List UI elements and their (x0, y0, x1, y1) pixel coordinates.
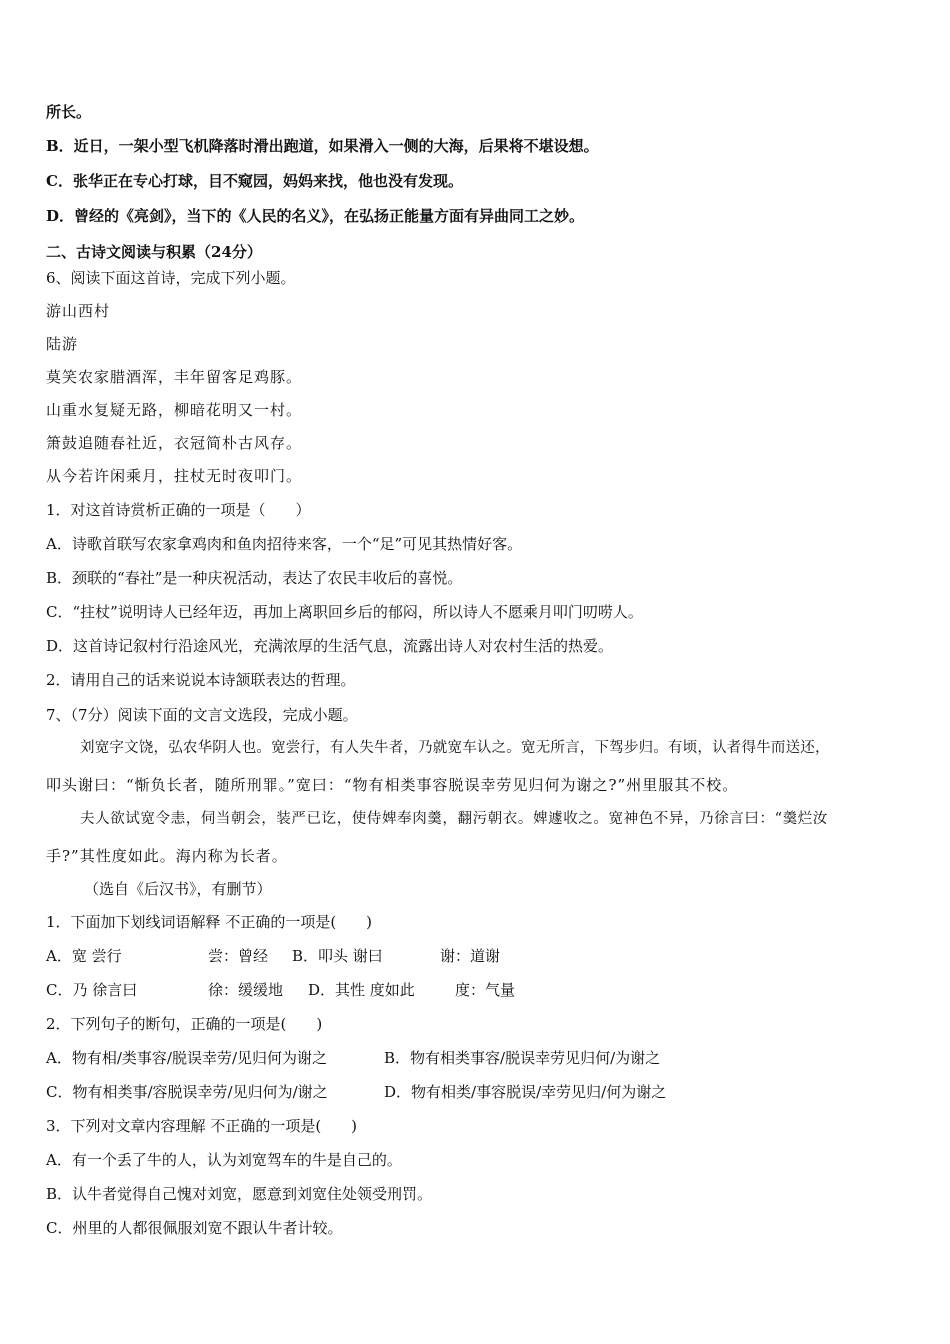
option-a: A．宽 尝行 (46, 947, 122, 965)
option-d: D．物有相类/事容脱误/幸劳见归/何为谢之 (384, 1083, 667, 1101)
option-a: A．诗歌首联写农家拿鸡肉和鱼肉招待来客，一个“足”可见其热情好客。 (46, 535, 523, 553)
option-b-definition: 谢：道谢 (440, 947, 501, 965)
option-a: A．物有相/类事容/脱误幸劳/见归何为谢之 (46, 1049, 327, 1067)
question-7: 7、（7分）阅读下面的文言文选段，完成小题。 (46, 706, 358, 724)
subquestion-1: 1．下面加下划线词语解释 不正确的一项是( ) (46, 913, 373, 931)
subquestion-2: 2．下列句子的断句，正确的一项是( ) (46, 1015, 323, 1033)
question-6: 6、阅读下面这首诗，完成下列小题。 (46, 269, 296, 287)
option-b: B．物有相类事容/脱误幸劳见归何/为谢之 (384, 1049, 661, 1067)
option-c: C．张华正在专心打球，目不窥园，妈妈来找，他也没有发现。 (46, 172, 463, 190)
section-heading: 二、古诗文阅读与积累（24分） (46, 243, 262, 261)
option-b: B．叩头 谢曰 (292, 947, 383, 965)
subquestion-1: 1．对这首诗赏析正确的一项是（ ） (46, 501, 311, 519)
poem-line-2: 山重水复疑无路，柳暗花明又一村。 (46, 401, 303, 419)
poem-line-4: 从今若许闲乘月，拄杖无时夜叩门。 (46, 467, 303, 485)
option-b: B．颈联的“春社”是一种庆祝活动，表达了农民丰收后的喜悦。 (46, 569, 463, 587)
option-c: C．乃 徐言曰 (46, 981, 138, 999)
poem-line-1: 莫笑农家腊酒浑，丰年留客足鸡豚。 (46, 368, 303, 386)
passage-paragraph-2-cont: 手?”其性度如此。海内称为长者。 (46, 847, 288, 865)
option-d: D．其性 度如此 (308, 981, 415, 999)
option-a: A．有一个丢了牛的人，认为刘宽驾车的牛是自己的。 (46, 1151, 402, 1169)
subquestion-3: 3．下列对文章内容理解 不正确的一项是( ) (46, 1117, 358, 1135)
option-c: C．“拄杖”说明诗人已经年迈，再加上离职回乡后的郁闷，所以诗人不愿乘月叩门叨唠人。 (46, 603, 643, 621)
passage-paragraph-2: 夫人欲试宽令恚，伺当朝会，装严已讫，使侍婢奉肉羹，翻污朝衣。婢遽收之。宽神色不异，乃徐言曰：“羹烂汝 (80, 811, 828, 827)
option-d: D．这首诗记叙村行沿途风光，充满浓厚的生活气息，流露出诗人对农村生活的热爱。 (46, 637, 614, 655)
option-d: D．曾经的《亮剑》，当下的《人民的名义》，在弘扬正能量方面有异曲同工之妙。 (46, 207, 585, 225)
option-b: B．认牛者觉得自己愧对刘宽，愿意到刘宽住处领受刑罚。 (46, 1185, 433, 1203)
subquestion-2: 2．请用自己的话来说说本诗颔联表达的哲理。 (46, 671, 356, 689)
option-b: B．近日，一架小型飞机降落时滑出跑道，如果滑入一侧的大海，后果将不堪设想。 (46, 137, 599, 155)
text-line: 所长。 (46, 103, 92, 121)
poem-author: 陆游 (46, 335, 79, 353)
poem-line-3: 箫鼓追随春社近，衣冠简朴古风存。 (46, 434, 303, 452)
passage-source: （选自《后汉书》，有删节） (84, 880, 272, 898)
option-a-definition: 尝：曾经 (208, 947, 269, 965)
option-c: C．州里的人都很佩服刘宽不跟认牛者计较。 (46, 1219, 343, 1237)
option-c-definition: 徐：缓缓地 (208, 981, 284, 999)
passage-paragraph-1: 刘宽字文饶，弘农华阴人也。宽尝行，有人失牛者，乃就宽车认之。宽无所言，下驾步归。有顷，认者得牛而送还， (80, 740, 830, 756)
passage-paragraph-1-cont: 叩头谢曰：“惭负长者，随所刑罪。”宽曰：“物有相类事容脱误幸劳见归何为谢之?”州里服其不校。 (46, 776, 739, 794)
poem-title: 游山西村 (46, 302, 111, 320)
option-c: C．物有相类事/容脱误幸劳/见归何为/谢之 (46, 1083, 328, 1101)
option-d-definition: 度：气量 (455, 981, 516, 999)
